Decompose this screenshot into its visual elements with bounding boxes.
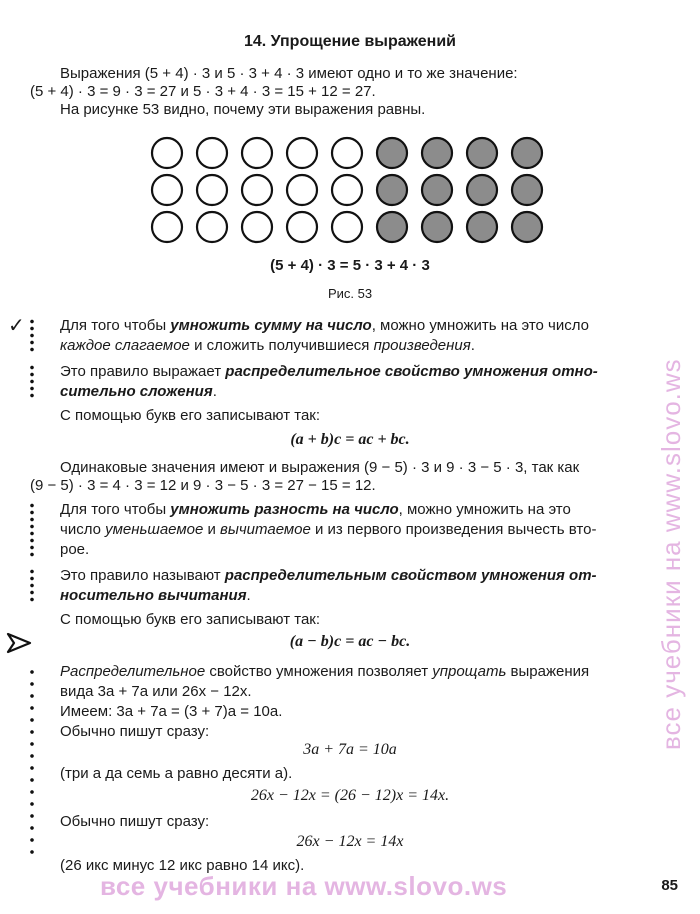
letters1: С помощью букв его записывают так:	[60, 407, 321, 424]
white-circle	[152, 175, 182, 205]
white-circle	[287, 212, 317, 242]
gray-circle	[467, 175, 497, 205]
gray-circle	[422, 175, 452, 205]
intro-line2: (5 + 4) · 3 = 9 · 3 = 27 и 5 · 3 + 4 · 3 = 15 + 12 = 27.	[30, 83, 376, 100]
section-title: 14. Упрощение выражений	[243, 33, 457, 50]
white-circle	[242, 212, 272, 242]
white-circle	[287, 138, 317, 168]
simplify-line3: Имеем: 3a + 7a = (3 + 7)a = 10a.	[60, 703, 283, 720]
vertical-watermark	[652, 120, 692, 760]
gray-circle	[377, 175, 407, 205]
simplify-line6: Обычно пишут сразу:	[60, 813, 210, 830]
formula-difference: (a − b)c = ac − bc.	[289, 633, 411, 650]
gray-circle	[377, 212, 407, 242]
white-circle	[152, 138, 182, 168]
simplify-line1: Распределительное свойство умножения позволяет упрощать выражения	[60, 663, 590, 680]
intro-paragraph	[30, 64, 700, 84]
gray-circle	[467, 212, 497, 242]
intro-line1: Выражения (5 + 4) · 3 и 5 · 3 + 4 · 3 имеют одно и то же значение:	[60, 65, 518, 82]
formula-sum: (a + b)c = ac + bc.	[290, 431, 410, 448]
rule2-name-paragraph: Это правило называют распределительным свойством умножения от- носительно вычитания.	[60, 567, 597, 604]
white-circle	[242, 175, 272, 205]
simplify-line2: вида 3a + 7a или 26x − 12x.	[60, 683, 252, 700]
gray-circle	[377, 138, 407, 168]
circles-figure	[150, 136, 550, 246]
simplify-eq3: 26x − 12x = 14x	[296, 833, 404, 850]
gray-circle	[422, 212, 452, 242]
rule1-paragraph: Для того чтобы умножить сумму на число, можно умножить на это число каждое слагаемое и сложить получившиеся произведения.	[60, 317, 589, 354]
rule1-bold: умножить сумму на число	[170, 317, 372, 334]
gray-circle	[512, 138, 542, 168]
checkmark-icon: ✓	[8, 315, 25, 337]
simplify-line4: Обычно пишут сразу:	[60, 723, 210, 740]
gray-circle	[512, 212, 542, 242]
figure-formula: (5 + 4) · 3 = 5 · 3 + 4 · 3	[270, 257, 430, 274]
gray-circle	[467, 138, 497, 168]
gray-circle	[512, 175, 542, 205]
white-circle	[332, 212, 362, 242]
arrow-pointer-icon	[6, 632, 32, 654]
svg-text:все учебники на www.slovo.ws: все учебники на www.slovo.ws	[656, 358, 686, 750]
figure-caption: Рис. 53	[327, 286, 373, 301]
white-circle	[332, 175, 362, 205]
gray-circle	[422, 138, 452, 168]
simplify-line5: (три a да семь a равно десяти a).	[60, 765, 293, 782]
rule1-name-paragraph: Это правило выражает распределительное свойство умножения отно- сительно сложения.	[60, 363, 598, 400]
diff-intro-line2: (9 − 5) · 3 = 4 · 3 = 12 и 9 · 3 − 5 · 3 = 27 − 15 = 12.	[30, 477, 376, 494]
simplify-line7: (26 икс минус 12 икс равно 14 икс).	[60, 857, 305, 874]
white-circle	[287, 175, 317, 205]
white-circle	[152, 212, 182, 242]
white-circle	[332, 138, 362, 168]
letters2: С помощью букв его записывают так:	[60, 611, 321, 628]
simplify-eq2: 26x − 12x = (26 − 12)x = 14x.	[250, 787, 450, 804]
intro-line3: На рисунке 53 видно, почему эти выражения равны.	[60, 101, 426, 118]
page-number: 85	[661, 877, 678, 894]
diff-intro-line1: Одинаковые значения имеют и выражения (9 − 5) · 3 и 9 · 3 − 5 · 3, так как	[60, 459, 580, 476]
white-circle	[242, 138, 272, 168]
white-circle	[197, 212, 227, 242]
white-circle	[197, 175, 227, 205]
rule2-paragraph: Для того чтобы умножить разность на число, можно умножить на это число уменьшаемое и вычитаемое и из первого произведения вычесть вто- рое.	[60, 501, 597, 558]
white-circle	[197, 138, 227, 168]
bottom-watermark: все учебники на www.slovo.ws	[100, 871, 508, 901]
simplify-eq1: 3a + 7a = 10a	[303, 741, 397, 758]
